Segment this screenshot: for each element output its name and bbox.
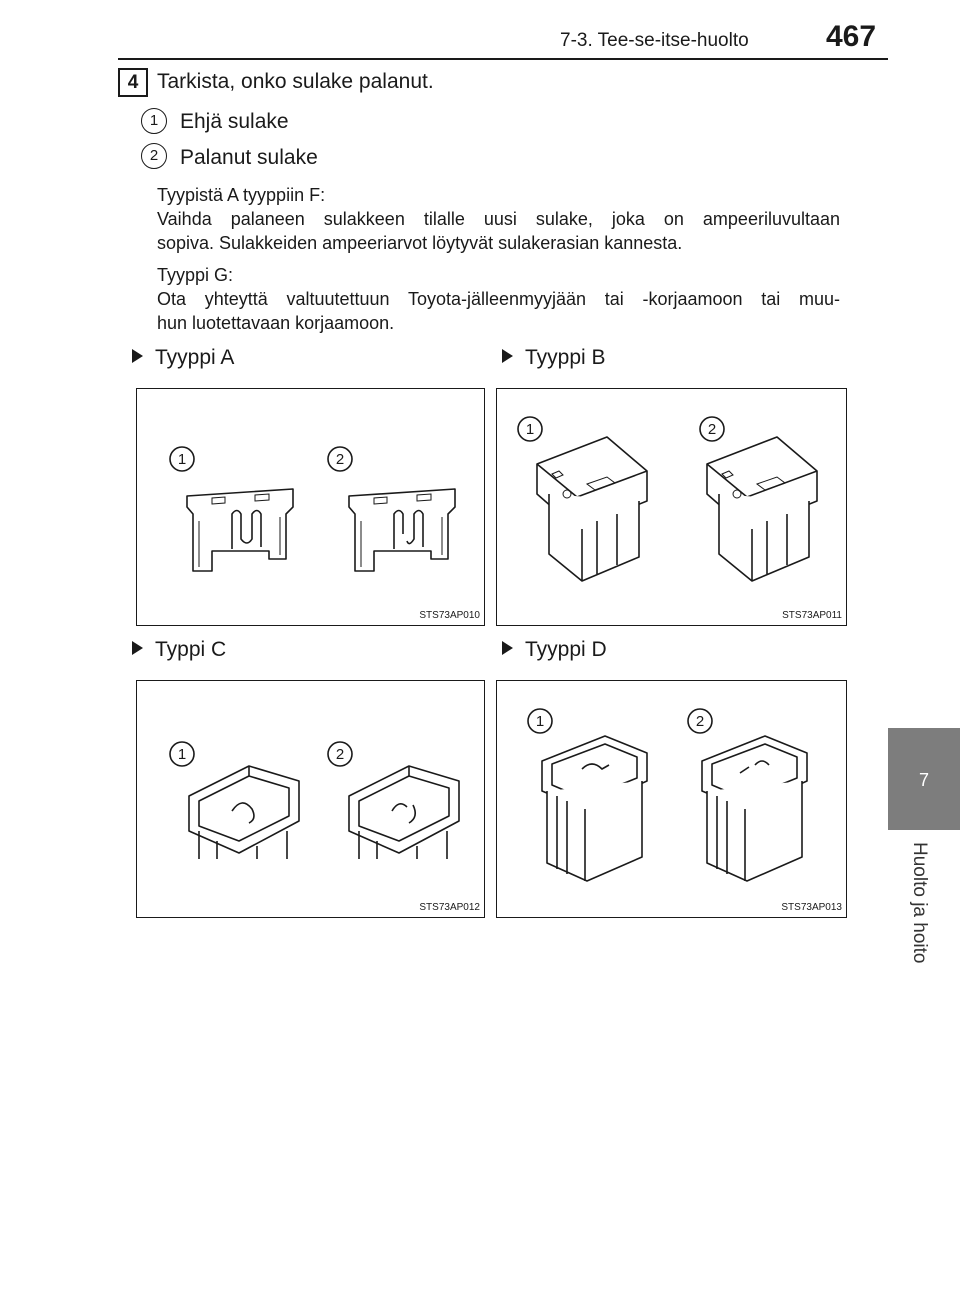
paragraph-line: Vaihda palaneen sulakkeen tilalle uusi sulake, joka on ampeeriluvultaan [157,209,840,229]
figure-code: STS73AP011 [782,610,842,621]
paragraph-line: Ota yhteyttä valtuutettuun Toyota-jälleenmyyjään tai -korjaamoon tai muu- [157,289,840,309]
blown-box-fuse [702,736,807,881]
paragraph-types-a-f [157,183,840,255]
paragraph-line: sopiva. Sulakkeiden ampeeriarvot löytyvät sulakerasian kannesta. [157,233,683,253]
header-rule [118,58,888,60]
paragraph-heading: Tyypistä A tyyppiin F: [157,185,326,205]
bullet-triangle-icon [502,349,513,363]
figure-type-a [136,388,485,626]
item-number-1: 1 [141,108,167,134]
item-number-2: 2 [141,143,167,169]
chapter-number: 7 [918,770,929,790]
callout-label-1: 1 [177,746,187,763]
item-label-2: Palanut sulake [180,146,318,169]
figure-title-type-d [502,638,607,662]
figure-title-text: Typpi C [155,638,227,661]
tall-box-fuse-illustration [497,681,848,919]
blade-fuse-illustration [137,389,486,627]
figure-title-text: Tyyppi B [525,346,606,369]
figure-title-type-b [502,346,606,370]
figure-title-text: Tyyppi A [155,346,235,369]
figure-type-d [496,680,847,918]
figure-type-c [136,680,485,918]
chapter-label: Huolto ja hoito [909,842,930,964]
section-title: 7-3. Tee-se-itse-huolto [560,30,749,51]
blown-cartridge-fuse [707,437,817,581]
bullet-triangle-icon [502,641,513,655]
blown-open-fuse [349,766,459,859]
bullet-triangle-icon [132,349,143,363]
callout-label-1: 1 [177,451,187,468]
callout-label-1: 1 [535,713,545,730]
paragraph-line: hun luotettavaan korjaamoon. [157,313,395,333]
callout-label-2: 2 [707,421,717,438]
paragraph-type-g [157,263,840,335]
callout-label-2: 2 [695,713,705,730]
cartridge-fuse-illustration [497,389,848,627]
figure-type-b [496,388,847,626]
intact-box-fuse [542,736,647,881]
intact-open-fuse [189,766,299,859]
figure-code: STS73AP010 [419,610,480,621]
paragraph-heading: Tyyppi G: [157,265,234,285]
item-label-1: Ehjä sulake [180,110,289,133]
page-number: 467 [826,20,877,53]
blown-blade-fuse [349,489,455,571]
intact-blade-fuse [187,489,293,571]
intact-cartridge-fuse [537,437,647,581]
figure-code: STS73AP013 [781,902,842,913]
step-text: Tarkista, onko sulake palanut. [157,70,434,93]
figure-title-text: Tyyppi D [525,638,607,661]
figure-code: STS73AP012 [419,902,480,913]
callout-label-2: 2 [335,451,345,468]
callout-label-2: 2 [335,746,345,763]
callout-label-1: 1 [525,421,535,438]
typpi-c-fuse-illustration [137,681,486,919]
bullet-triangle-icon [132,641,143,655]
figure-title-type-a [132,346,234,370]
figure-title-type-c [132,638,226,662]
step-number: 4 [118,68,148,97]
